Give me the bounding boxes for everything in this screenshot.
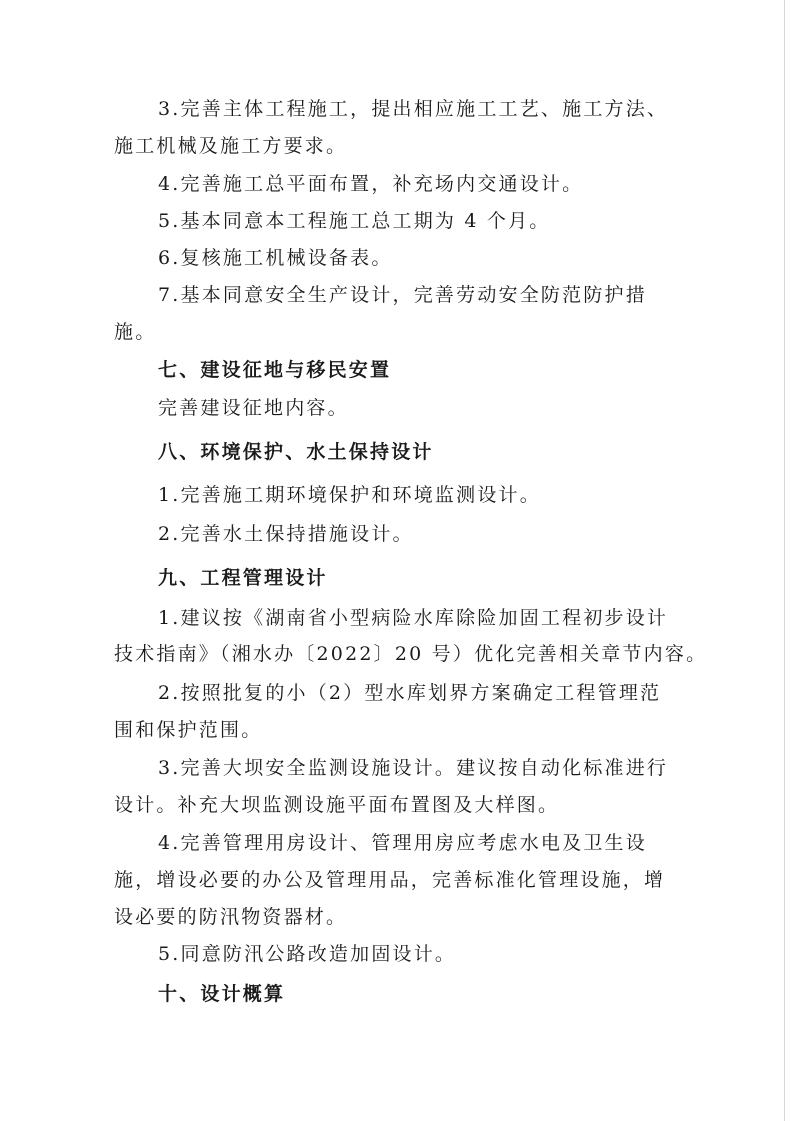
paragraph-line: 设必要的防汛物资器材。 <box>114 906 348 928</box>
paragraph-line: 施工机械及施工方要求。 <box>114 135 348 157</box>
paragraph-line: 6.复核施工机械设备表。 <box>158 247 393 269</box>
paragraph-line: 围和保护范围。 <box>114 719 263 741</box>
paragraph-line: 完善建设征地内容。 <box>158 397 349 419</box>
page-edge-divider <box>784 0 785 1121</box>
paragraph-line: 施，增设必要的办公及管理用品，完善标准化管理设施，增 <box>114 869 666 891</box>
paragraph-line: 设计。补充大坝监测设施平面布置图及大样图。 <box>114 794 560 816</box>
paragraph-line: 1.建议按《湖南省小型病险水库除险加固工程初步设计 <box>158 607 669 629</box>
paragraph-line: 4.完善管理用房设计、管理用房应考虑水电及卫生设 <box>158 832 647 854</box>
paragraph-line: 2.按照批复的小（2）型水库划界方案确定工程管理范 <box>158 682 662 704</box>
paragraph-line: 4.完善施工总平面布置，补充场内交通设计。 <box>158 173 584 195</box>
paragraph-line: 7.基本同意安全生产设计，完善劳动安全防范防护措 <box>158 284 647 306</box>
section-heading: 八、环境保护、水土保持设计 <box>158 441 434 463</box>
paragraph-line: 3.完善大坝安全监测设施设计。建议按自动化标准进行 <box>158 757 669 779</box>
section-heading: 九、工程管理设计 <box>158 567 328 589</box>
paragraph-line: 3.完善主体工程施工，提出相应施工工艺、施工方法、 <box>158 98 669 120</box>
section-heading: 七、建设征地与移民安置 <box>158 359 392 381</box>
paragraph-line: 5.基本同意本工程施工总工期为 4 个月。 <box>158 210 551 232</box>
paragraph-line: 技术指南》（湘水办〔2022〕20 号）优化完善相关章节内容。 <box>114 643 708 665</box>
paragraph-line: 施。 <box>114 321 157 343</box>
paragraph-line: 2.完善水土保持措施设计。 <box>158 523 414 545</box>
section-heading: 十、设计概算 <box>158 983 286 1005</box>
paragraph-line: 1.完善施工期环境保护和环境监测设计。 <box>158 484 541 506</box>
paragraph-line: 5.同意防汛公路改造加固设计。 <box>158 943 457 965</box>
